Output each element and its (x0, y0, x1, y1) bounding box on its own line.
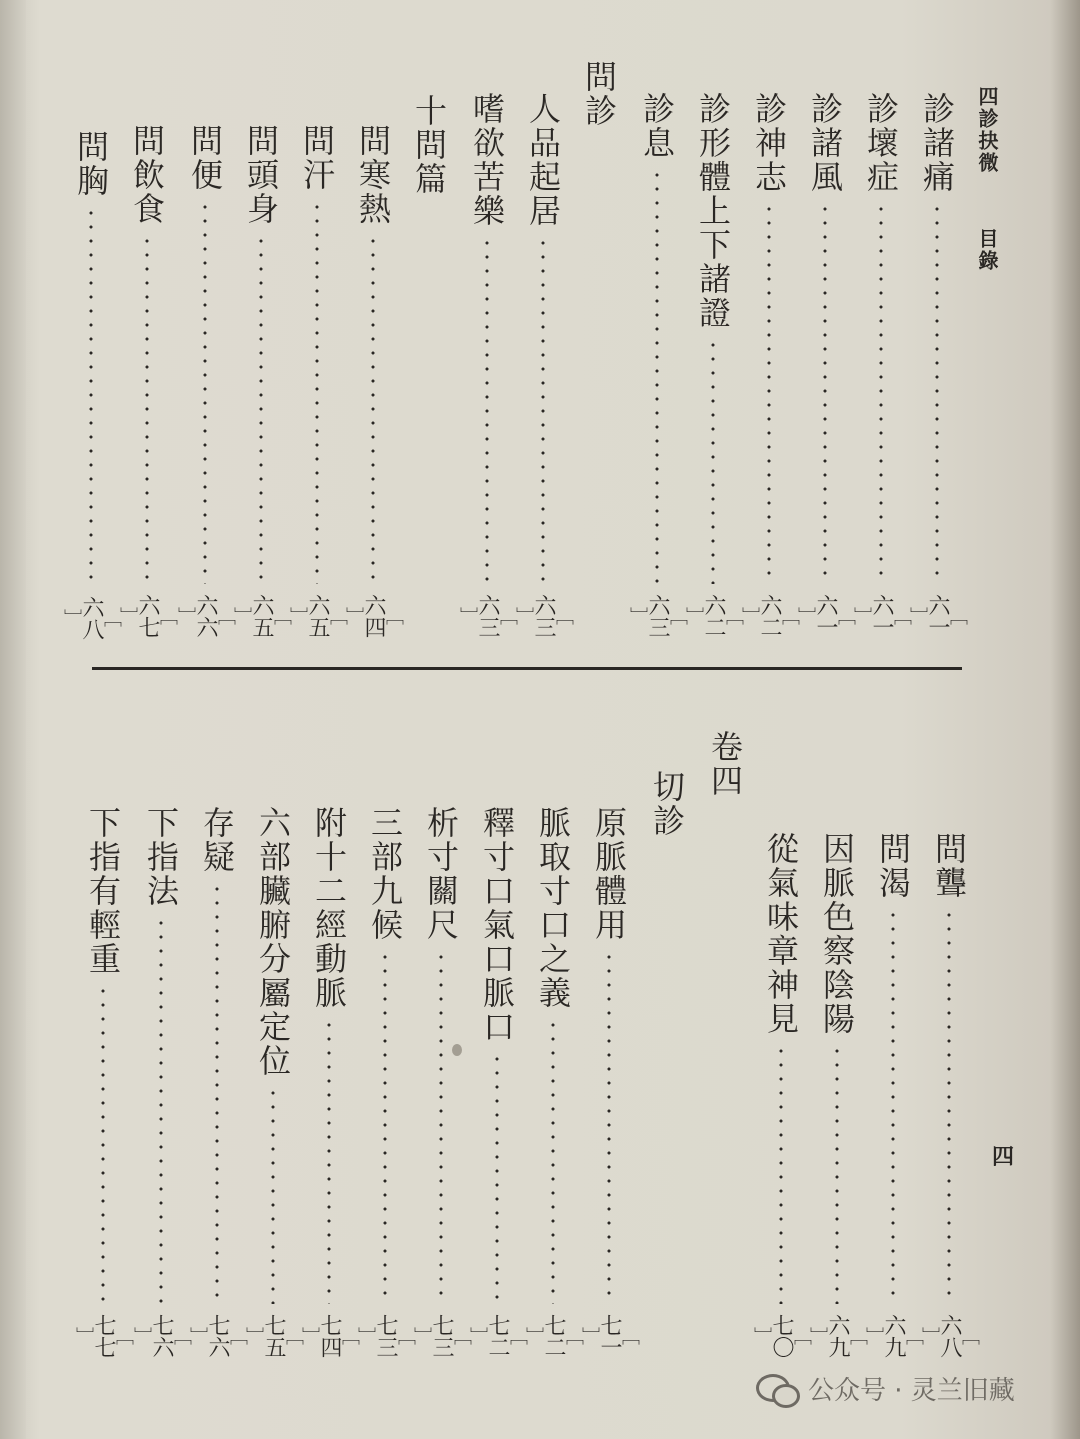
watermark (756, 1370, 1015, 1407)
folio-number: 四 (992, 1144, 1015, 1170)
leader-dots (203, 200, 207, 584)
entry-title: 問寒熱 (354, 124, 392, 226)
entry-title: 問頭身 (242, 124, 280, 226)
page-reference: ﹇ 六七 ﹈ (117, 594, 178, 638)
toc-entry[interactable] (175, 124, 236, 640)
entry-title: 附十二經動脈 (310, 806, 348, 1010)
entry-title: 問胸 (72, 130, 110, 198)
page-reference: ﹇ 七六 ﹈ (187, 1314, 248, 1358)
toc-entry[interactable] (919, 832, 980, 1360)
toc-entry[interactable] (73, 806, 134, 1360)
toc-entry[interactable] (343, 124, 404, 640)
leader-dots (823, 202, 827, 584)
leader-dots (485, 236, 489, 584)
entry-title: 從氣味章神見 (762, 832, 800, 1036)
heading-wen-zhen: 問診 (580, 60, 618, 128)
heading-shi-wen: 十問篇 (410, 94, 448, 196)
entry-title: 診壞症 (862, 92, 900, 194)
entry-title: 脈取寸口之義 (534, 806, 572, 1010)
page-reference: ﹇ 六二 ﹈ (683, 594, 744, 638)
leader-dots (779, 1044, 783, 1304)
page-reference: ﹇ 六八 ﹈ (919, 1314, 980, 1358)
entry-title: 因脈色察陰陽 (818, 832, 856, 1036)
paper-stain (452, 1044, 462, 1056)
page-reference: ﹇ 七二 ﹈ (523, 1314, 584, 1358)
leader-dots (371, 234, 375, 584)
entry-title: 存疑 (198, 806, 236, 874)
leader-dots (711, 338, 715, 584)
page-reference: ﹇ 六一 ﹈ (795, 594, 856, 638)
leader-dots (947, 908, 951, 1304)
entry-title: 問便 (186, 124, 224, 192)
leader-dots (89, 206, 93, 586)
page-reference: ﹇ 六九 ﹈ (807, 1314, 868, 1358)
page-reference: ﹇ 六二 ﹈ (739, 594, 800, 638)
entry-title: 析寸關尺 (422, 806, 460, 942)
page-reference: ﹇ 七〇 ﹈ (751, 1314, 812, 1358)
toc-entry[interactable] (299, 806, 360, 1360)
toc-entry[interactable] (907, 92, 968, 640)
page-reference: ﹇ 七二 ﹈ (467, 1314, 528, 1358)
leader-dots (551, 1018, 555, 1304)
entry-title: 診諸痛 (918, 92, 956, 194)
toc-entry[interactable] (231, 124, 292, 640)
page-reference: ﹇ 六三 ﹈ (627, 594, 688, 638)
toc-entry[interactable] (739, 92, 800, 640)
page-reference: ﹇ 七七 ﹈ (73, 1314, 134, 1358)
leader-dots (159, 916, 163, 1304)
leader-dots (655, 168, 659, 584)
heading-juan-si: 卷四 (706, 730, 744, 798)
toc-entry[interactable] (467, 806, 528, 1360)
entry-title: 原脈體用 (590, 806, 628, 942)
wechat-icon (756, 1372, 800, 1406)
leader-dots (327, 1018, 331, 1304)
toc-entry[interactable] (411, 806, 472, 1360)
entry-title: 問飲食 (128, 124, 166, 226)
toc-entry[interactable] (243, 806, 304, 1360)
divider-rule (92, 667, 962, 670)
leader-dots (315, 200, 319, 584)
page-reference: ﹇ 六三 ﹈ (457, 594, 518, 638)
page-reference: ﹇ 六五 ﹈ (287, 594, 348, 638)
page-reference: ﹇ 七一 ﹈ (579, 1314, 640, 1358)
toc-entry[interactable] (355, 806, 416, 1360)
toc-entry[interactable] (287, 124, 348, 640)
toc-entry[interactable] (523, 806, 584, 1360)
toc-entry[interactable] (187, 806, 248, 1360)
page-reference: ﹇ 七六 ﹈ (131, 1314, 192, 1358)
toc-entry[interactable] (807, 832, 868, 1360)
toc-entry[interactable] (131, 806, 192, 1360)
leader-dots (145, 234, 149, 584)
page-reference: ﹇ 七三 ﹈ (411, 1314, 472, 1358)
toc-entry[interactable] (683, 92, 744, 640)
toc-entry[interactable] (513, 92, 574, 640)
entry-title: 問聾 (930, 832, 968, 900)
leader-dots (935, 202, 939, 584)
entry-title: 釋寸口氣口脈口 (478, 806, 516, 1044)
leader-dots (383, 950, 387, 1304)
entry-title: 嗜欲苦樂 (468, 92, 506, 228)
toc-entry[interactable] (851, 92, 912, 640)
toc-entry[interactable] (457, 92, 518, 640)
page-reference: ﹇ 六九 ﹈ (863, 1314, 924, 1358)
page-reference: ﹇ 七三 ﹈ (355, 1314, 416, 1358)
entry-title: 下指法 (142, 806, 180, 908)
leader-dots (495, 1052, 499, 1304)
toc-entry[interactable] (863, 832, 924, 1360)
leader-dots (215, 882, 219, 1304)
entry-title: 問汗 (298, 124, 336, 192)
leader-dots (101, 984, 105, 1304)
entry-title: 三部九候 (366, 806, 404, 942)
leader-dots (607, 950, 611, 1304)
leader-dots (439, 950, 443, 1304)
leader-dots (891, 908, 895, 1304)
watermark-text: 公众号 · 灵兰旧藏 (808, 1376, 1015, 1406)
entry-title: 診形體上下諸證 (694, 92, 732, 330)
book-binding (0, 0, 26, 1439)
page-reference: ﹇ 六一 ﹈ (907, 594, 968, 638)
toc-entry[interactable] (627, 92, 688, 640)
entry-title: 診神志 (750, 92, 788, 194)
toc-entry[interactable] (579, 806, 640, 1360)
heading-qie-zhen: 切診 (648, 770, 686, 838)
page-reference: ﹇ 六三 ﹈ (513, 594, 574, 638)
page-reference: ﹇ 六六 ﹈ (175, 594, 236, 638)
leader-dots (259, 234, 263, 584)
toc-entry[interactable] (117, 124, 178, 640)
page-reference: ﹇ 六四 ﹈ (343, 594, 404, 638)
toc-entry[interactable] (61, 130, 122, 642)
entry-title: 問渴 (874, 832, 912, 900)
page-reference: ﹇ 六八 ﹈ (61, 596, 122, 640)
entry-title: 診息 (638, 92, 676, 160)
book-title: 四診抉微 (975, 86, 999, 174)
leader-dots (271, 1086, 275, 1304)
leader-dots (767, 202, 771, 584)
toc-entry[interactable] (795, 92, 856, 640)
page-reference: ﹇ 六一 ﹈ (851, 594, 912, 638)
entry-title: 診諸風 (806, 92, 844, 194)
leader-dots (879, 202, 883, 584)
entry-title: 下指有輕重 (84, 806, 122, 976)
leader-dots (835, 1044, 839, 1304)
entry-title: 六部臟腑分屬定位 (254, 806, 292, 1078)
entry-title: 人品起居 (524, 92, 562, 228)
page-reference: ﹇ 六五 ﹈ (231, 594, 292, 638)
section-title: 目錄 (975, 228, 999, 272)
page-reference: ﹇ 七四 ﹈ (299, 1314, 360, 1358)
leader-dots (541, 236, 545, 584)
page-reference: ﹇ 七五 ﹈ (243, 1314, 304, 1358)
toc-entry[interactable] (751, 832, 812, 1360)
